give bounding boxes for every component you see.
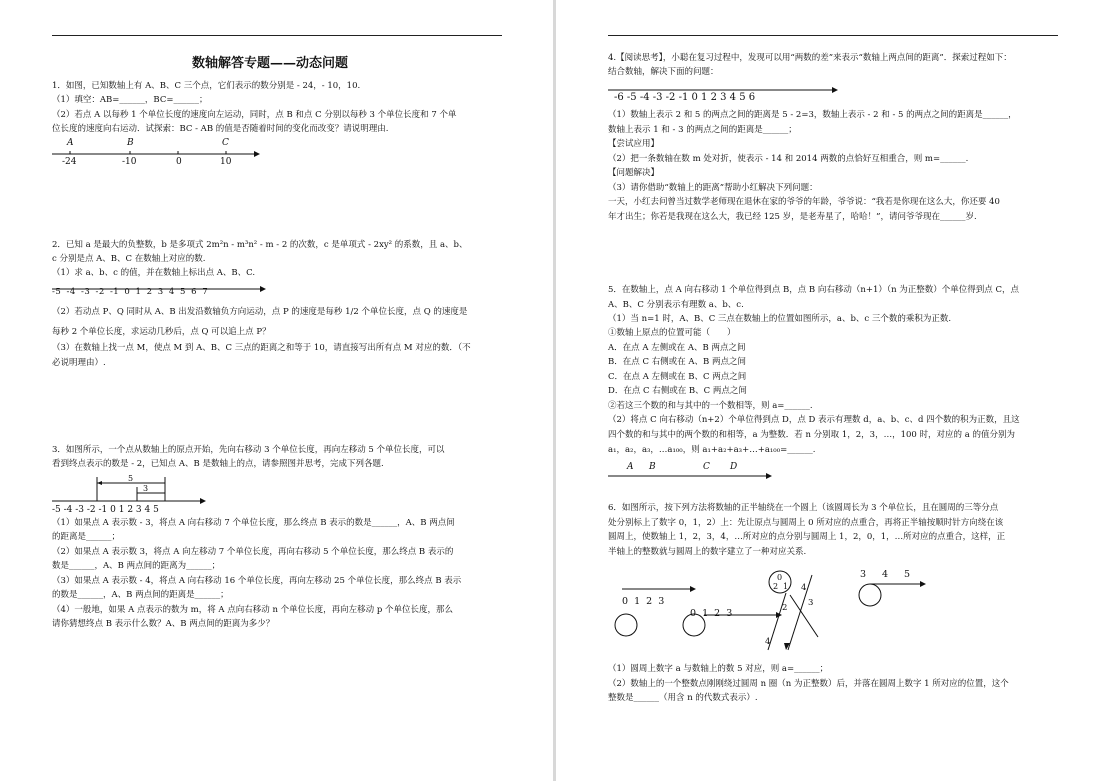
- q5-line: （1）当 n=1 时，A、B、C 三点在数轴上的位置如图所示，a、b、c 三个数的乘积为正数.: [608, 314, 952, 324]
- q3-line: （4）一般地，如果 A 点表示的数为 m，将 A 点向右移动 n 个单位长度，再向左移动 p 个单位长度，那么: [52, 605, 453, 615]
- q6-line: 6．如图所示，按下列方法将数轴的正半轴绕在一个圆上（该圆周长为 3 个单位长，且在圆周的三等分点: [608, 503, 999, 513]
- q5-line: D．在点 C 右侧或在 B、C 两点之间: [608, 386, 747, 396]
- q6-diag-label: 2: [782, 603, 788, 613]
- q6-circle-label: 2: [773, 582, 779, 591]
- q3-line: 请你猜想终点 B 表示什么数？A、B 两点间的距离为多少？: [52, 619, 275, 629]
- q3-ticks: -5 -4 -3 -2 -1 0 1 2 3 4 5: [52, 505, 159, 515]
- q6-line: 圆周上，使数轴上 1，2，3，4，…所对应的点分别与圆周上 1，2，0，1，…所对应的点重合，这样，正: [608, 532, 1006, 542]
- q5-line: ①数轴上原点的位置可能（ ）: [608, 328, 736, 338]
- q2-tick: -1: [109, 287, 120, 297]
- q6-ticks-b: 0 1 2 3: [690, 608, 733, 619]
- q6-circle-label: 1: [783, 582, 789, 591]
- q2-line: （3）在数轴上找一点 M，使点 M 到 A、B、C 三点的距离之和等于 10，请直接写出所有点 M 对应的数．（不: [52, 343, 471, 353]
- q3-move-label: 3: [143, 484, 149, 493]
- q3-line: （2）如果点 A 表示数 3，将点 A 向左移动 7 个单位长度，再向右移动 5 个单位长度，那么终点 B 表示的: [52, 547, 454, 557]
- q2-line: 必说明理由）.: [52, 358, 106, 368]
- q5-line: 5．在数轴上，点 A 向右移动 1 个单位得到点 B，点 B 向右移动（n+1）（n 为正整数）个单位得到点 C，点: [608, 285, 1020, 295]
- q2-tick: 5: [180, 287, 186, 297]
- q5-line: A、B、C 分别表示有理数 a、b、c.: [608, 300, 744, 310]
- q6-ticks-a: 0 1 2 3: [622, 596, 665, 607]
- q5-line: （2）将点 C 向右移动（n+2）个单位得到点 D，点 D 表示有理数 d，a、b、c、d 四个数的积为正数，且这: [608, 415, 1020, 425]
- q5-label-c: C: [703, 462, 710, 472]
- q4-line: 结合数轴，解决下面的问题：: [608, 67, 719, 77]
- q1-tick-label: 0: [176, 157, 182, 167]
- q1-tick-label: -10: [122, 157, 137, 167]
- q5-line: 四个数的和与其中的两个数的和相等，a 为整数．若 n 分别取 1，2，3，…，100 时，对应的 a 的值分别为: [608, 430, 1015, 440]
- q1-label-b: B: [127, 138, 134, 148]
- q6-right-tick: 3: [860, 569, 867, 580]
- q6-line: 整数是______（用含 n 的代数式表示）.: [608, 693, 758, 703]
- q5-label-d: D: [730, 462, 738, 472]
- q1-label-a: A: [67, 138, 74, 148]
- q2-tick: 2: [146, 287, 153, 297]
- q2-tick: -5: [52, 287, 62, 297]
- q2-tick: 6: [191, 287, 198, 297]
- q4-line: （1）数轴上表示 2 和 5 的两点之间的距离是 5 - 2=3，数轴上表示 - 2 和 - 5 的两点之间的距离是______，: [608, 110, 1017, 120]
- header-rule: [608, 35, 1058, 36]
- q4-line: 4.【阅读思考】，小聪在复习过程中，发现可以用“两数的差”来表示“数轴上两点间的距离”．探索过程如下：: [608, 53, 1012, 63]
- q6-diag-label: 3: [808, 598, 814, 608]
- q1-line: （1）填空：AB=______，BC=______；: [52, 95, 208, 105]
- q1-line: 位长度的速度向右运动．试探索：BC - AB 的值是否随着时间的变化而改变？请说明理由.: [52, 124, 389, 134]
- q2-tick: 1: [135, 287, 142, 297]
- q3-line: （1）如果点 A 表示数 - 3，将点 A 向右移动 7 个单位长度，那么终点 B 表示的数是______，A、B 两点间: [52, 518, 455, 528]
- q4-line: 【问题解决】: [608, 168, 660, 178]
- q3-line: 3．如图所示，一个点从数轴上的原点开始，先向右移动 3 个单位长度，再向左移动 5 个单位长度，可以: [52, 445, 445, 455]
- q2-tick: 4: [168, 287, 175, 297]
- q2-tick: -3: [80, 287, 91, 297]
- q2-line: c 分别是点 A、B、C 在数轴上对应的数.: [52, 254, 206, 264]
- q6-line: （1）圆周上数字 a 与数轴上的数 5 对应，则 a=______；: [608, 664, 829, 674]
- q1-line: 1．如图，已知数轴上有 A、B、C 三个点，它们表示的数分别是 - 24，- 10，10.: [52, 81, 361, 91]
- q2-tick: -2: [95, 287, 105, 297]
- q1-tick-label: 10: [220, 157, 232, 167]
- q4-line: 年才出生；你若是我现在这么大，我已经 125 岁，是老寿星了，哈哈！”，请问爷爷现在______岁.: [608, 212, 977, 222]
- q6-line: 处分别标上了数字 0，1，2）上：先让原点与圆周上 0 所对应的点重合，再将正半轴按顺时针方向绕在该: [608, 518, 1004, 528]
- q5-line: ②若这三个数的和与其中的一个数相等，则 a=______.: [608, 401, 813, 411]
- q3-move-label: 5: [128, 474, 134, 483]
- q1-number-line: [52, 142, 272, 172]
- q4-line: （2）把一条数轴在数 m 处对折，使表示 - 14 和 2014 两数的点恰好互相重合，则 m=______.: [608, 154, 969, 164]
- q5-line: B．在点 C 右侧或在 A、B 两点之间: [608, 357, 746, 367]
- header-rule: [52, 35, 502, 36]
- q4-ticks: -6 -5 -4 -3 -2 -1 0 1 2 3 4 5 6: [614, 92, 756, 103]
- q1-label-c: C: [222, 138, 229, 148]
- q3-line: 数是______，A、B 两点间的距离为______；: [52, 561, 221, 571]
- q6-right-tick: 5: [904, 569, 911, 580]
- q6-diag-label: 4: [801, 583, 807, 593]
- left-page: [0, 0, 553, 781]
- q2-line: 每秒 2 个单位长度，求运动几秒后，点 Q 可以追上点 P？: [52, 327, 271, 337]
- q5-line: A．在点 A 左侧或在 A、B 两点之间: [608, 343, 746, 353]
- right-page: [556, 0, 1109, 781]
- q2-line: （2）若动点 P、Q 同时从 A、B 出发沿数轴负方向运动，点 P 的速度是每秒 1/2 个单位长度，点 Q 的速度是: [52, 307, 468, 317]
- q3-line: 看到终点表示的数是 - 2，已知点 A、B 是数轴上的点，请参照图并思考，完成下列各题.: [52, 459, 384, 469]
- q4-line: 【尝试应用】: [608, 139, 660, 149]
- q6-circle-label: 0: [777, 573, 783, 582]
- q6-line: （2）数轴上的一个整数点刚刚绕过圆周 n 圈（n 为正整数）后，并落在圆周上数字 1 所对应的位置，这个: [608, 679, 1009, 689]
- q2-ticks: [52, 287, 208, 298]
- q5-label-b: B: [649, 462, 656, 472]
- q5-label-a: A: [627, 462, 634, 472]
- q3-line: （3）如果点 A 表示数 - 4，将点 A 向右移动 16 个单位长度，再向左移动 25 个单位长度，那么终点 B 表示: [52, 576, 462, 586]
- q1-tick-label: -24: [62, 157, 77, 167]
- q4-line: 数轴上表示 1 和 - 3 的两点之间的距离是______；: [608, 125, 797, 135]
- q6-right-tick: 4: [882, 569, 889, 580]
- q6-diag-label: 4: [765, 637, 771, 647]
- q3-line: 的数是______，A、B 两点间的距离是______；: [52, 590, 229, 600]
- q4-line: （3）请你借助“数轴上的距离”帮助小红解决下列问题：: [608, 183, 818, 193]
- q4-line: 一天，小红去问曾当过数学老师现在退休在家的爷爷的年龄，爷爷说：“我若是你现在这么大，你还要 40: [608, 197, 1000, 207]
- q2-tick: 7: [202, 287, 209, 297]
- q2-tick: 0: [124, 287, 131, 297]
- q2-line: （1）求 a、b、c 的值，并在数轴上标出点 A、B、C.: [52, 268, 256, 278]
- q2-tick: 3: [157, 287, 164, 297]
- q1-line: （2）若点 A 以每秒 1 个单位长度的速度向左运动，同时，点 B 和点 C 分别以每秒 3 个单位长度和 7 个单: [52, 110, 457, 120]
- q5-line: C．在点 A 左侧或在 B、C 两点之间: [608, 372, 747, 382]
- q5-line: a₁，a₂，a₃，…a₁₀₀，则 a₁+a₂+a₃+…+a₁₀₀=______.: [608, 445, 816, 455]
- q2-tick: -4: [66, 287, 76, 297]
- q2-line: 2．已知 a 是最大的负整数，b 是多项式 2m²n - m³n² - m - 2 的次数，c 是单项式 - 2xy² 的系数，且 a、b、: [52, 240, 468, 250]
- q6-line: 半轴上的整数就与圆周上的数字建立了一种对应关系.: [608, 547, 807, 557]
- q3-line: 的距离是______；: [52, 532, 121, 542]
- page-title: 数轴解答专题——动态问题: [192, 56, 349, 71]
